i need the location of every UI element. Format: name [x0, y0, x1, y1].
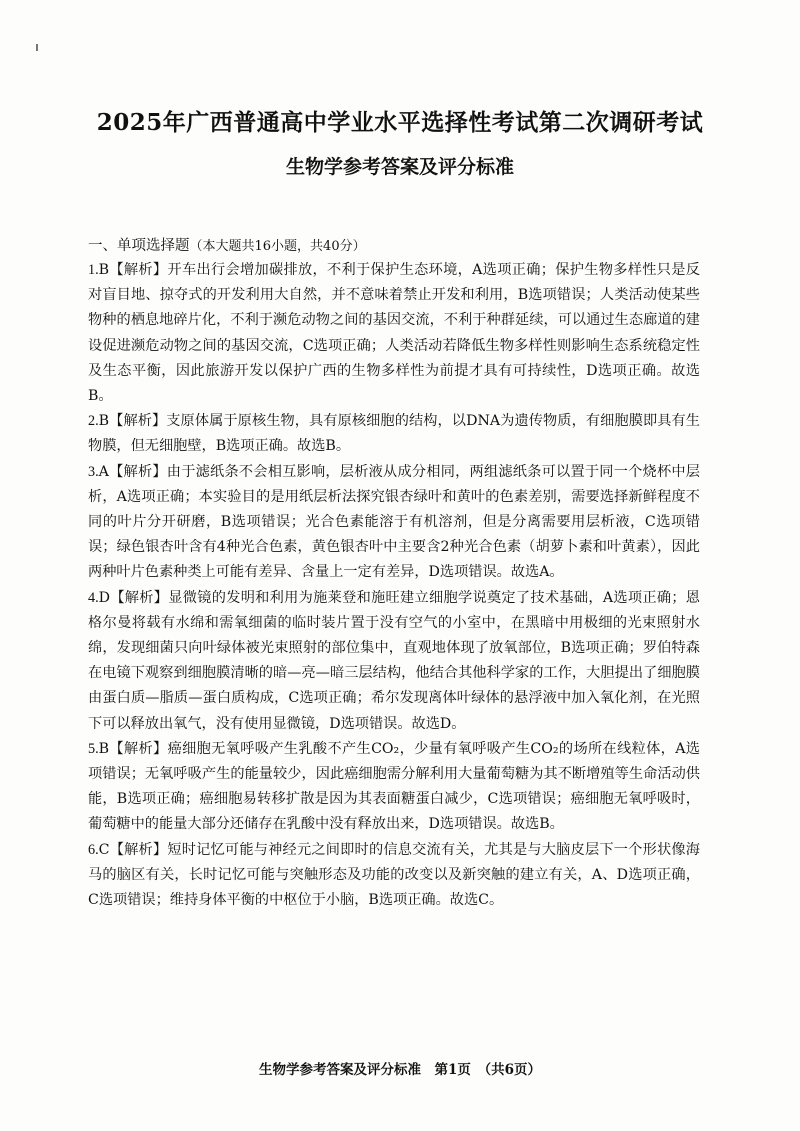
answer-number: 1.	[88, 262, 99, 278]
answer-choice: A	[98, 463, 109, 480]
analysis-text: 短时记忆可能与神经元之间即时的信息交流有关，尤其是与大脑皮层下一个形状像海马的脑区有关，长时记忆可能与突触形态及功能的改变以及新突触的建立有关，A、D选项正确，C选项错误；维持身体平衡的中枢位于小脑，B选项正确。故选C。	[88, 841, 700, 909]
answer-item	[88, 838, 700, 914]
section-heading-note: （本大题共16小题，共40分）	[189, 239, 366, 254]
analysis-tag: 【解析】	[110, 589, 169, 606]
analysis-tag: 【解析】	[109, 740, 168, 757]
analysis-tag: 【解析】	[109, 262, 168, 278]
section-heading-label: 一、单项选择题	[88, 238, 190, 254]
page-title: 2025年广西普通高中学业水平选择性考试第二次调研考试	[96, 109, 704, 136]
analysis-text: 癌细胞无氧呼吸产生乳酸不产生CO₂，少量有氧呼吸产生CO₂的场所在线粒体，A选项错误；无氧呼吸产生的能量较少，因此癌细胞需分解利用大量葡萄糖为其不断增殖等生命活动供能，B选项正确；癌细胞易转移扩散是因为其表面糖蛋白减少，C选项错误；癌细胞无氧呼吸时，葡萄糖中的能量大部分还储存在乳酸中没有释放出来，D选项错误。故选B。	[88, 740, 700, 833]
answer-choice: B	[98, 413, 110, 430]
analysis-tag: 【解析】	[109, 413, 167, 430]
scan-mark	[36, 44, 38, 51]
answer-number: 4.	[88, 589, 99, 606]
analysis-text: 支原体属于原核生物，具有原核细胞的结构，以DNA为遗传物质，有细胞膜即具有生物膜，但无细胞壁，B选项正确。故选B。	[88, 413, 700, 455]
answer-number: 6.	[88, 841, 99, 858]
analysis-tag: 【解析】	[109, 841, 168, 858]
answer-list	[88, 258, 700, 913]
answer-number: 5.	[88, 740, 99, 757]
answer-item	[88, 409, 700, 459]
answer-choice: B	[98, 740, 110, 757]
analysis-tag: 【解析】	[108, 463, 167, 480]
analysis-text: 显微镜的发明和利用为施莱登和施旺建立细胞学说奠定了技术基础，A选项正确；恩格尔曼将载有水绵和需氧细菌的临时装片置于没有空气的小室中，在黑暗中用极细的光束照射水绵，发现细菌只向叶绿体被光束照射的部位集中，直观地体现了放氧部位，B选项正确；罗伯特森在电镜下观察到细胞膜清晰的暗—亮—暗三层结构，他结合其他科学家的工作，大胆提出了细胞膜由蛋白质—脂质—蛋白质构成，C选项正确；希尔发现离体叶绿体的悬浮液中加入氧化剂，在光照下可以释放出氧气，没有使用显微镜，D选项错误。故选D。	[88, 589, 700, 732]
answer-item	[88, 258, 700, 409]
answer-number: 2.	[88, 413, 99, 430]
answer-choice: B	[98, 262, 110, 278]
answer-choice: D	[98, 589, 111, 606]
answer-item	[88, 460, 700, 586]
page-footer: 生物学参考答案及评分标准 第1页 （共6页）	[258, 1062, 542, 1078]
analysis-text: 开车出行会增加碳排放，不利于保护生态环境，A选项正确；保护生物多样性只是反对盲目地、掠夺式的开发利用大自然，并不意味着禁止开发和利用，B选项错误；人类活动使某些物种的栖息地碎片化，不利于濒危动物之间的基因交流，不利于种群延续，可以通过生态廊道的建设促进濒危动物之间的基因交流，C选项正确；人类活动若降低生物多样性则影响生态系统稳定性及生态平衡，因此旅游开发以保护广西的生物多样性为前提才具有可持续性，D选项正确。故选B。	[88, 262, 700, 405]
analysis-text: 由于滤纸条不会相互影响，层析液从成分相同，两组滤纸条可以置于同一个烧杯中层析，A选项正确；本实验目的是用纸层析法探究银杏绿叶和黄叶的色素差别，需要选择新鲜程度不同的叶片分开研磨，B选项错误；光合色素能溶于有机溶剂，但是分离需要用层析液，C选项错误；绿色银杏叶含有4种光合色素，黄色银杏叶中主要含2种光合色素（胡萝卜素和叶黄素），因此两种叶片色素种类上可能有差异、含量上一定有差异，D选项错误。故选A。	[88, 463, 700, 581]
answer-number: 3.	[88, 463, 99, 480]
answer-item	[88, 586, 700, 737]
page-subtitle: 生物学参考答案及评分标准	[285, 156, 514, 178]
answer-choice: C	[98, 841, 110, 858]
answer-item	[88, 737, 700, 838]
section-heading	[88, 234, 366, 255]
